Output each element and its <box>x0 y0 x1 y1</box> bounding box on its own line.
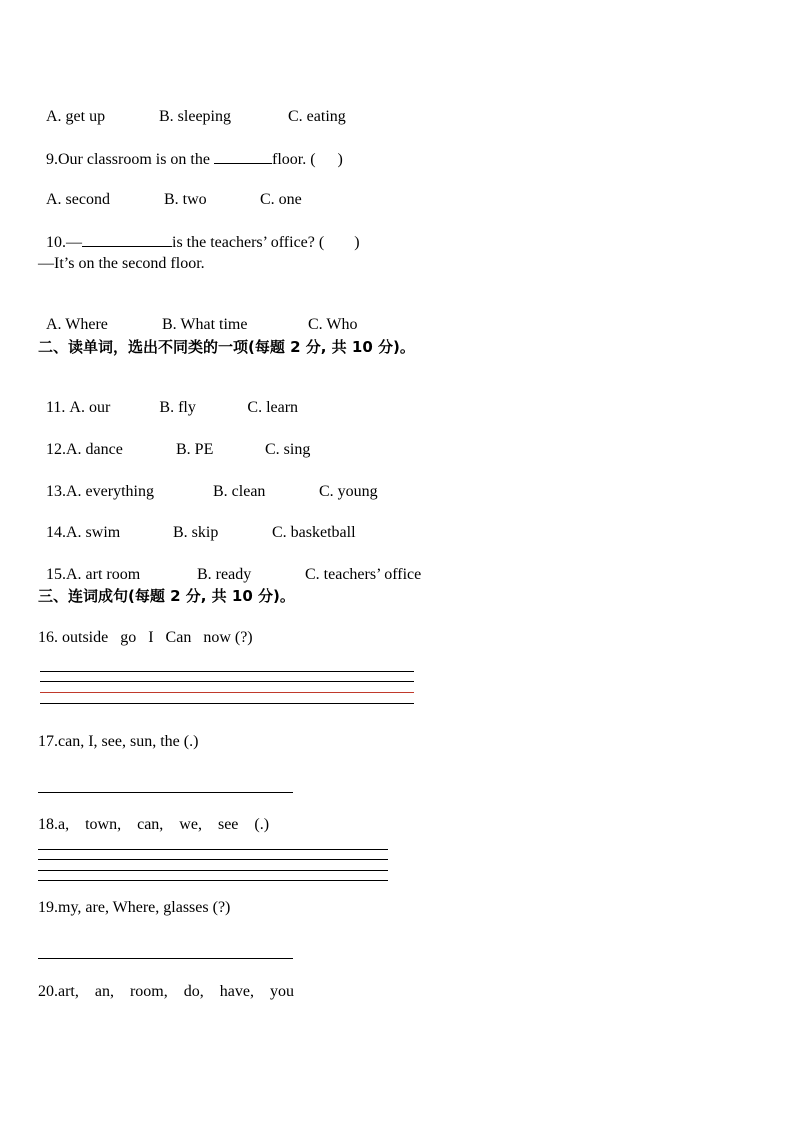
q18-prompt: 18.a, town, can, we, see (.) <box>38 816 270 833</box>
q9-question <box>38 129 343 170</box>
q14-option-a[interactable]: A. swim <box>66 524 121 541</box>
q10-question <box>38 212 360 253</box>
q10-option-c[interactable]: C. Who <box>308 316 358 333</box>
q12-option-a[interactable]: A. dance <box>66 441 123 458</box>
q16-writing-line[interactable] <box>40 692 414 693</box>
q10-suffix: is the teachers’ office? ( <box>172 234 325 251</box>
q15-option-b[interactable]: B. ready <box>197 566 252 583</box>
q17-answer-line[interactable] <box>38 792 293 793</box>
q15-number: 15. <box>46 566 66 583</box>
q8-option-c[interactable]: C. eating <box>288 108 346 125</box>
q10-paren-close: ) <box>354 234 360 251</box>
q10-options <box>38 295 357 335</box>
q11-option-c[interactable]: C. learn <box>247 399 299 416</box>
q12 <box>38 420 310 460</box>
q19-answer-line[interactable] <box>38 958 293 959</box>
q13-option-a[interactable]: A. everything <box>66 483 154 500</box>
q10-answer-line: —It’s on the second floor. <box>38 255 205 272</box>
q12-option-b[interactable]: B. PE <box>176 441 214 458</box>
q18-writing-line[interactable] <box>38 859 388 860</box>
q8-option-b[interactable]: B. sleeping <box>159 108 231 125</box>
q17-prompt: 17.can, I, see, sun, the (.) <box>38 733 199 750</box>
q10-prefix: 10.— <box>46 234 82 251</box>
q9-option-b[interactable]: B. two <box>164 191 207 208</box>
q19-prompt: 19.my, are, Where, glasses (?) <box>38 899 231 916</box>
q10-option-b[interactable]: B. What time <box>162 316 248 333</box>
q13-option-c[interactable]: C. young <box>319 483 378 500</box>
q13 <box>38 462 378 502</box>
q9-options <box>38 170 302 210</box>
q14 <box>38 503 356 543</box>
q9-option-a[interactable]: A. second <box>46 191 110 208</box>
q20-prompt: 20.art, an, room, do, have, you <box>38 983 294 1000</box>
q12-number: 12. <box>46 441 66 458</box>
q11-option-a[interactable]: A. our <box>69 399 111 416</box>
q18-writing-line[interactable] <box>38 880 388 881</box>
q13-option-b[interactable]: B. clean <box>213 483 266 500</box>
q11-number: 11. <box>46 399 66 416</box>
q9-prefix: 9.Our classroom is on the <box>46 151 214 168</box>
q10-blank[interactable] <box>82 232 172 247</box>
q10-option-a[interactable]: A. Where <box>46 316 108 333</box>
section-2-title: 二、读单词，选出不同类的一项(每题 2 分, 共 10 分)。 <box>38 338 415 356</box>
q15-option-c[interactable]: C. teachers’ office <box>305 566 422 583</box>
q8-options <box>38 87 346 127</box>
q14-number: 14. <box>46 524 66 541</box>
q15-option-a[interactable]: A. art room <box>66 566 141 583</box>
q12-option-c[interactable]: C. sing <box>265 441 311 458</box>
q15 <box>38 545 421 585</box>
q8-option-a[interactable]: A. get up <box>46 108 106 125</box>
q9-suffix: floor. ( <box>271 151 316 168</box>
q11-option-b[interactable]: B. fly <box>159 399 196 416</box>
q9-paren-close: ) <box>337 151 343 168</box>
q14-option-c[interactable]: C. basketball <box>272 524 356 541</box>
q18-writing-line[interactable] <box>38 870 388 871</box>
q16-writing-line[interactable] <box>40 681 414 682</box>
q16-prompt: 16. outside go I Can now (?) <box>38 629 253 646</box>
q18-writing-line[interactable] <box>38 849 388 850</box>
q13-number: 13. <box>46 483 66 500</box>
q11 <box>38 378 298 418</box>
section-3-title: 三、连词成句(每题 2 分, 共 10 分)。 <box>38 587 295 605</box>
q14-option-b[interactable]: B. skip <box>173 524 219 541</box>
q16-writing-line[interactable] <box>40 671 414 672</box>
q9-blank[interactable] <box>214 149 272 164</box>
q9-option-c[interactable]: C. one <box>260 191 302 208</box>
q16-writing-line[interactable] <box>40 703 414 704</box>
